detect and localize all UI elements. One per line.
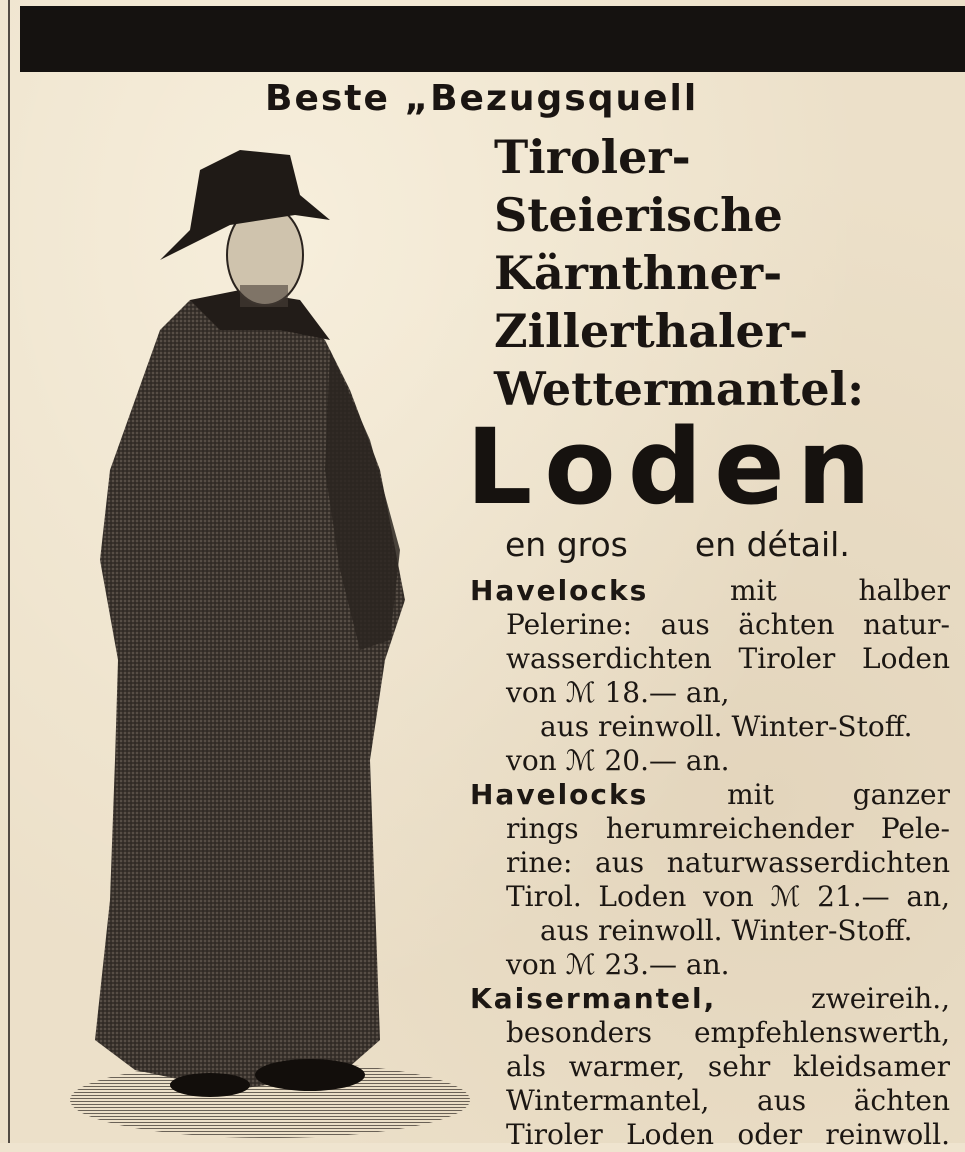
offer-name: Kaisermantel, — [470, 982, 717, 1015]
offer-price: Tirol. Loden von ℳ 21.— an, — [506, 880, 950, 913]
offer-text: als warmer, sehr kleidsamer — [506, 1050, 950, 1083]
offer-price: von ℳ 23.— an. — [506, 948, 730, 981]
offer-text: Wintermantel, aus ächten — [506, 1084, 950, 1117]
column-rule — [8, 0, 10, 1143]
shoe — [255, 1059, 365, 1091]
coat-styles-list — [494, 128, 954, 418]
shoe — [170, 1073, 250, 1097]
offer-text: besonders empfehlenswerth, — [506, 1016, 950, 1049]
offer-heading-line — [470, 778, 950, 812]
style-line: Kärnthner- — [494, 246, 783, 300]
offer-name: Havelocks — [470, 574, 649, 607]
coat-figure-svg — [40, 140, 470, 1143]
offer-price: von ℳ 20.— an. — [506, 744, 730, 777]
offer-text: aus reinwoll. Winter-Stoff. — [540, 710, 913, 743]
offer-text: mit ganzer — [727, 778, 950, 811]
offer-text: aus reinwoll. Winter-Stoff. — [540, 914, 913, 947]
sale-type-line — [505, 525, 945, 564]
offer-list — [470, 574, 950, 1152]
en-gros-label: en gros — [505, 525, 628, 564]
black-header-bar — [20, 6, 965, 72]
offer-text: Tiroler Loden oder reinwoll. — [506, 1118, 950, 1151]
style-line: Steierische — [494, 188, 783, 242]
offer-text: rine: aus naturwasserdichten — [506, 846, 950, 879]
offer-text: zweireih., — [811, 982, 950, 1015]
loden-headline: Loden — [466, 406, 883, 528]
offer-heading-line — [470, 574, 950, 608]
offer-text: mit halber — [730, 574, 950, 607]
man-in-loden-coat-illustration — [40, 140, 470, 1143]
en-detail-label: en détail. — [694, 525, 850, 564]
offer-text: wasserdichten Tiroler Loden — [506, 642, 950, 675]
offer-text: rings herumreichender Pele- — [506, 812, 950, 845]
offer-price: von ℳ 18.— an, — [506, 676, 730, 709]
offer-text: Pelerine: aus ächten natur- — [506, 608, 950, 641]
offer-name: Havelocks — [470, 778, 649, 811]
ad-header: Beste „Bezugsquell — [265, 78, 699, 119]
neck — [240, 285, 288, 307]
offer-heading-line — [470, 982, 950, 1016]
style-line: Tiroler- — [494, 130, 691, 184]
style-line: Zillerthaler- — [494, 304, 809, 358]
style-line: Wettermantel: — [494, 362, 865, 416]
